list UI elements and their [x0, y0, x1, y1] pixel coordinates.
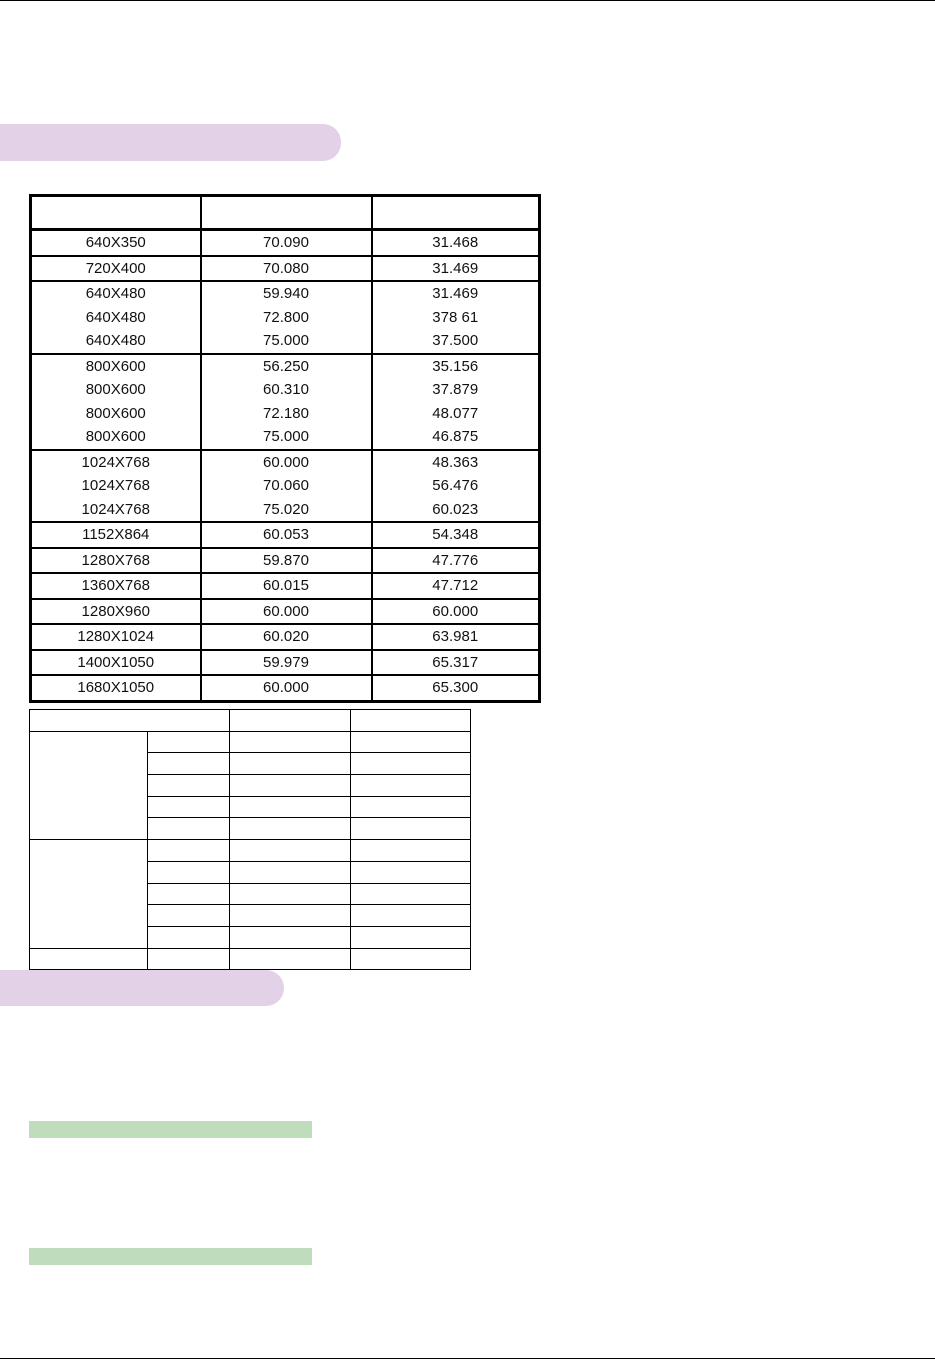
- table-row: [31, 522, 540, 548]
- table-row: [31, 548, 540, 574]
- grid-cell: [351, 861, 471, 883]
- resolution-cell: 800X600: [31, 402, 201, 426]
- vertical-frequency-cell: 60.000: [201, 675, 372, 701]
- resolution-cell: 1024X768: [31, 498, 201, 523]
- table-row: [31, 281, 540, 306]
- resolution-cell: 1024X768: [31, 474, 201, 498]
- grid-cell: [230, 905, 351, 927]
- vertical-frequency-cell: 70.080: [201, 256, 372, 282]
- section-heading-2: [0, 970, 284, 1006]
- grid-cell: [351, 926, 471, 948]
- table-row: [31, 474, 540, 498]
- table-row: [31, 378, 540, 402]
- resolution-cell: 1400X1050: [31, 650, 201, 676]
- resolution-table: [29, 194, 541, 703]
- horizontal-frequency-cell: 60.023: [372, 498, 540, 523]
- resolution-cell: 640X480: [31, 306, 201, 330]
- resolution-cell: 1360X768: [31, 573, 201, 599]
- grid-cell: [148, 796, 230, 818]
- grid-cell: [351, 840, 471, 862]
- grid-cell: [230, 710, 351, 732]
- horizontal-frequency-cell: 48.077: [372, 402, 540, 426]
- table-row: [31, 498, 540, 523]
- vertical-frequency-cell: 70.060: [201, 474, 372, 498]
- table-row: [31, 329, 540, 354]
- table-row: [31, 256, 540, 282]
- horizontal-frequency-cell: 46.875: [372, 425, 540, 450]
- resolution-cell: 1280X1024: [31, 624, 201, 650]
- resolution-cell: 640X480: [31, 281, 201, 306]
- horizontal-frequency-cell: 65.300: [372, 675, 540, 701]
- resolution-cell: 640X480: [31, 329, 201, 354]
- resolution-cell: 640X350: [31, 230, 201, 256]
- vertical-frequency-cell: 60.020: [201, 624, 372, 650]
- grid-row: [30, 948, 471, 970]
- vertical-frequency-cell: 59.940: [201, 281, 372, 306]
- grid-cell: [148, 926, 230, 948]
- grid-cell: [351, 948, 471, 970]
- empty-grid-table: [29, 709, 471, 970]
- horizontal-frequency-cell: 31.469: [372, 281, 540, 306]
- grid-cell: [351, 796, 471, 818]
- vertical-frequency-cell: 70.090: [201, 230, 372, 256]
- grid-cell: [351, 753, 471, 775]
- grid-cell: [351, 710, 471, 732]
- horizontal-frequency-cell: 60.000: [372, 599, 540, 625]
- table-row: [31, 354, 540, 379]
- table-row: [31, 599, 540, 625]
- horizontal-frequency-cell: 47.776: [372, 548, 540, 574]
- horizontal-frequency-cell: 31.468: [372, 230, 540, 256]
- grid-cell: [351, 905, 471, 927]
- resolution-cell: 1152X864: [31, 522, 201, 548]
- top-rule: [0, 0, 935, 1]
- table-row: [31, 573, 540, 599]
- grid-cell: [230, 926, 351, 948]
- header-resolution: [31, 196, 201, 230]
- table-row: [31, 675, 540, 701]
- grid-cell: [351, 775, 471, 797]
- grid-cell: [230, 753, 351, 775]
- vertical-frequency-cell: 59.870: [201, 548, 372, 574]
- grid-cell: [351, 731, 471, 753]
- grid-row: [30, 710, 471, 732]
- horizontal-frequency-cell: 35.156: [372, 354, 540, 379]
- vertical-frequency-cell: 72.800: [201, 306, 372, 330]
- horizontal-frequency-cell: 378 61: [372, 306, 540, 330]
- grid-cell: [148, 840, 230, 862]
- table-row: [31, 425, 540, 450]
- grid-cell: [230, 840, 351, 862]
- grid-cell: [351, 883, 471, 905]
- horizontal-frequency-cell: 56.476: [372, 474, 540, 498]
- table-row: [31, 650, 540, 676]
- horizontal-frequency-cell: 48.363: [372, 450, 540, 475]
- vertical-frequency-cell: 60.000: [201, 450, 372, 475]
- grid-cell: [230, 796, 351, 818]
- grid-cell: [351, 818, 471, 840]
- vertical-frequency-cell: 60.053: [201, 522, 372, 548]
- table-row: [31, 402, 540, 426]
- horizontal-frequency-cell: 65.317: [372, 650, 540, 676]
- table-body: [31, 230, 540, 702]
- horizontal-frequency-cell: 31.469: [372, 256, 540, 282]
- grid-cell: [148, 905, 230, 927]
- table-row: [31, 306, 540, 330]
- vertical-frequency-cell: 75.000: [201, 329, 372, 354]
- grid-cell: [30, 731, 148, 839]
- grid-cell: [148, 775, 230, 797]
- vertical-frequency-cell: 75.020: [201, 498, 372, 523]
- subheading-bar-2: [29, 1248, 312, 1265]
- grid-cell: [230, 731, 351, 753]
- grid-cell: [30, 840, 148, 948]
- horizontal-frequency-cell: 54.348: [372, 522, 540, 548]
- table-row: [31, 624, 540, 650]
- resolution-cell: 1680X1050: [31, 675, 201, 701]
- vertical-frequency-cell: 75.000: [201, 425, 372, 450]
- grid-cell: [148, 883, 230, 905]
- grid-cell: [230, 861, 351, 883]
- grid-cell: [230, 948, 351, 970]
- resolution-cell: 1024X768: [31, 450, 201, 475]
- grid-cell: [30, 948, 148, 970]
- section-heading-1: [0, 124, 341, 161]
- grid-cell: [148, 818, 230, 840]
- resolution-cell: 1280X768: [31, 548, 201, 574]
- vertical-frequency-cell: 60.000: [201, 599, 372, 625]
- grid-cell: [148, 861, 230, 883]
- resolution-cell: 800X600: [31, 378, 201, 402]
- resolution-cell: 800X600: [31, 425, 201, 450]
- horizontal-frequency-cell: 63.981: [372, 624, 540, 650]
- header-horizontal-frequency: [372, 196, 540, 230]
- resolution-cell: 800X600: [31, 354, 201, 379]
- grid-row: [30, 840, 471, 862]
- vertical-frequency-cell: 72.180: [201, 402, 372, 426]
- grid-cell: [148, 731, 230, 753]
- grid-cell: [230, 775, 351, 797]
- vertical-frequency-cell: 60.015: [201, 573, 372, 599]
- table-row: [31, 230, 540, 256]
- horizontal-frequency-cell: 47.712: [372, 573, 540, 599]
- vertical-frequency-cell: 56.250: [201, 354, 372, 379]
- grid-cell: [230, 883, 351, 905]
- grid-cell: [148, 948, 230, 970]
- vertical-frequency-cell: 60.310: [201, 378, 372, 402]
- grid-cell: [30, 710, 230, 732]
- table-row: [31, 450, 540, 475]
- grid-row: [30, 731, 471, 753]
- table-header-row: [31, 196, 540, 230]
- horizontal-frequency-cell: 37.879: [372, 378, 540, 402]
- grid-cell: [230, 818, 351, 840]
- resolution-cell: 1280X960: [31, 599, 201, 625]
- vertical-frequency-cell: 59.979: [201, 650, 372, 676]
- grid-cell: [148, 753, 230, 775]
- subheading-bar-1: [29, 1121, 312, 1138]
- header-vertical-frequency: [201, 196, 372, 230]
- horizontal-frequency-cell: 37.500: [372, 329, 540, 354]
- resolution-cell: 720X400: [31, 256, 201, 282]
- bottom-rule: [0, 1358, 935, 1359]
